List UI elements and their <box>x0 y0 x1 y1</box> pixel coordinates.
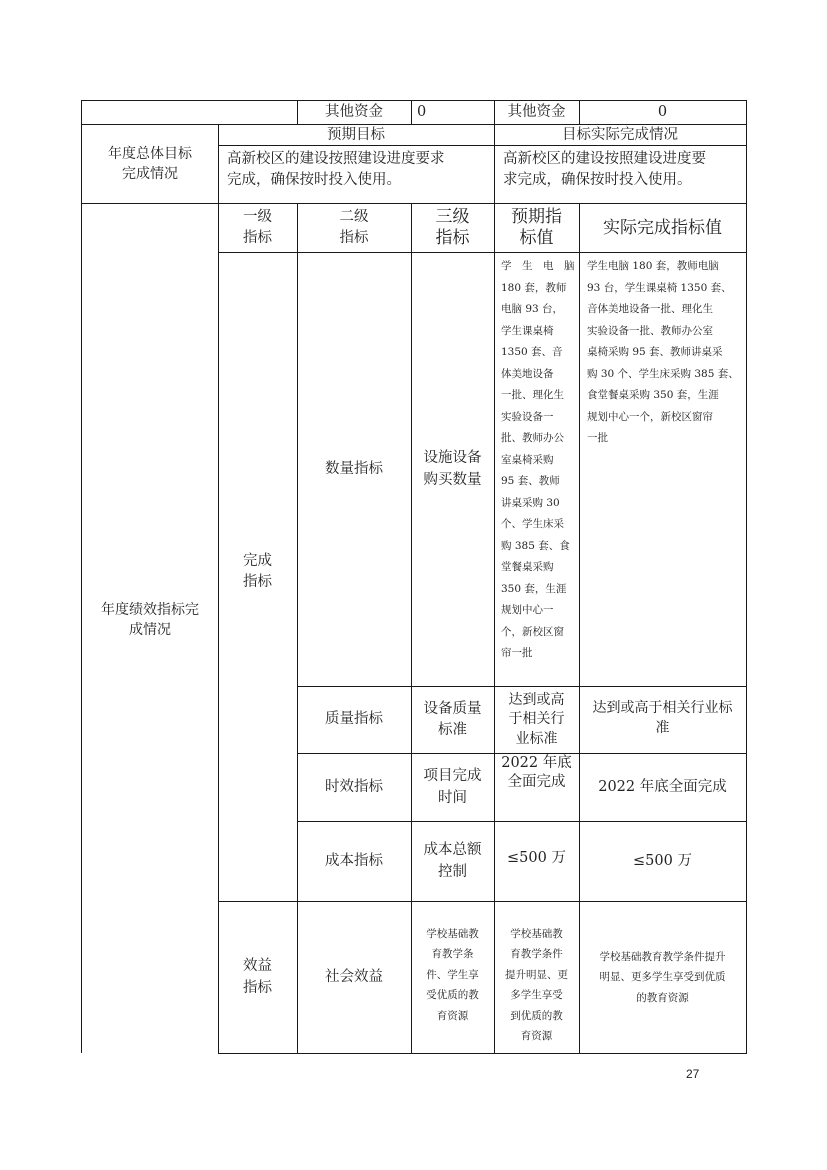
page-number: 27 <box>686 1067 700 1081</box>
rule-bottom <box>218 1053 747 1054</box>
completion-indicator-label: 完成 指标 <box>243 552 272 590</box>
header-level1: 一级 指标 <box>243 208 272 246</box>
social-benefit-expected: 学校基础教 育教学条件 提升明显、更 多学生享受 到优质的教 育资源 <box>505 928 568 1043</box>
benefit-indicator-label: 效益 指标 <box>243 958 272 996</box>
cost-level3: 成本总额 控制 <box>423 842 482 880</box>
expected-goal-header: 预期目标 <box>327 126 385 143</box>
annual-goal-row-label: 年度总体目标 完成情况 <box>108 145 192 182</box>
other-funds-value-b: 0 <box>657 103 668 120</box>
header-expected: 预期指 标值 <box>511 206 562 248</box>
quantity-actual: 学生电脑 180 套，教师电脑 93 台，学生课桌椅 1350 套、 音体美地设备一批、理化生 实验设备一批、教师办公室 桌椅采购 95 套、教师讲桌采 购 30 个、学生床采购 385 套、 食堂餐桌采购 350 套，生涯 规划中心一个，新校区窗帘 一批 <box>587 260 739 445</box>
quality-expected: 达到或高 于相关行 业标准 <box>508 691 565 747</box>
rule-col-c <box>411 100 412 124</box>
quantity-expected: 学 生 电 脑 180 套，教师 电脑 93 台， 学生课桌椅 1350 套、音 体美地设备 一批、理化生 实验设备一 批、教师办公 室桌椅采购 95 套、教师 讲桌采购 30 个、学生床采 购 385 套、食 堂餐桌采购 350 套，生涯 规划中心一 个，新校区窗 帘一批 <box>501 260 575 660</box>
quantity-level3: 设施设备 购买数量 <box>423 450 482 488</box>
actual-goal-text: 高新校区的建设按照建设进度要 求完成，确保按时投入使用。 <box>503 151 706 189</box>
cost-expected: ≤500 万 <box>507 850 566 866</box>
cost-actual: ≤500 万 <box>633 852 692 869</box>
other-funds-value-a: 0 <box>417 103 427 120</box>
actual-goal-header: 目标实际完成情况 <box>562 126 678 143</box>
header-level3: 三级 指标 <box>435 206 470 248</box>
quality-level3: 设备质量 标准 <box>423 700 482 738</box>
header-actual: 实际完成指标值 <box>603 217 722 238</box>
timeliness-level3: 项目完成 时间 <box>423 768 482 806</box>
social-benefit-level3: 学校基础教 育教学条 件、学生享 受优质的教 育资源 <box>426 928 479 1022</box>
timeliness-expected: 2022 年底 全面完成 <box>501 755 572 790</box>
other-funds-label-a: 其他资金 <box>325 103 383 120</box>
social-benefit-actual: 学校基础教育教学条件提升 明显、更多学生享受到优质 的教育资源 <box>599 950 726 1004</box>
rule-right <box>746 100 747 1053</box>
timeliness-actual: 2022 年底全面完成 <box>598 778 727 795</box>
expected-goal-text: 高新校区的建设按照建设进度要求 完成，确保按时投入使用。 <box>227 151 445 189</box>
quality-level2: 质量指标 <box>325 711 383 728</box>
social-benefit-level2: 社会效益 <box>325 968 383 985</box>
header-level2: 二级 指标 <box>339 208 369 246</box>
indicators-row-label: 年度绩效指标完 成情况 <box>101 601 199 638</box>
quantity-level2: 数量指标 <box>325 460 383 477</box>
rule-left <box>81 100 82 1053</box>
other-funds-label-b: 其他资金 <box>507 103 566 120</box>
timeliness-level2: 时效指标 <box>325 778 383 795</box>
quality-actual: 达到或高于相关行业标 准 <box>592 700 733 737</box>
cost-level2: 成本指标 <box>325 852 383 869</box>
